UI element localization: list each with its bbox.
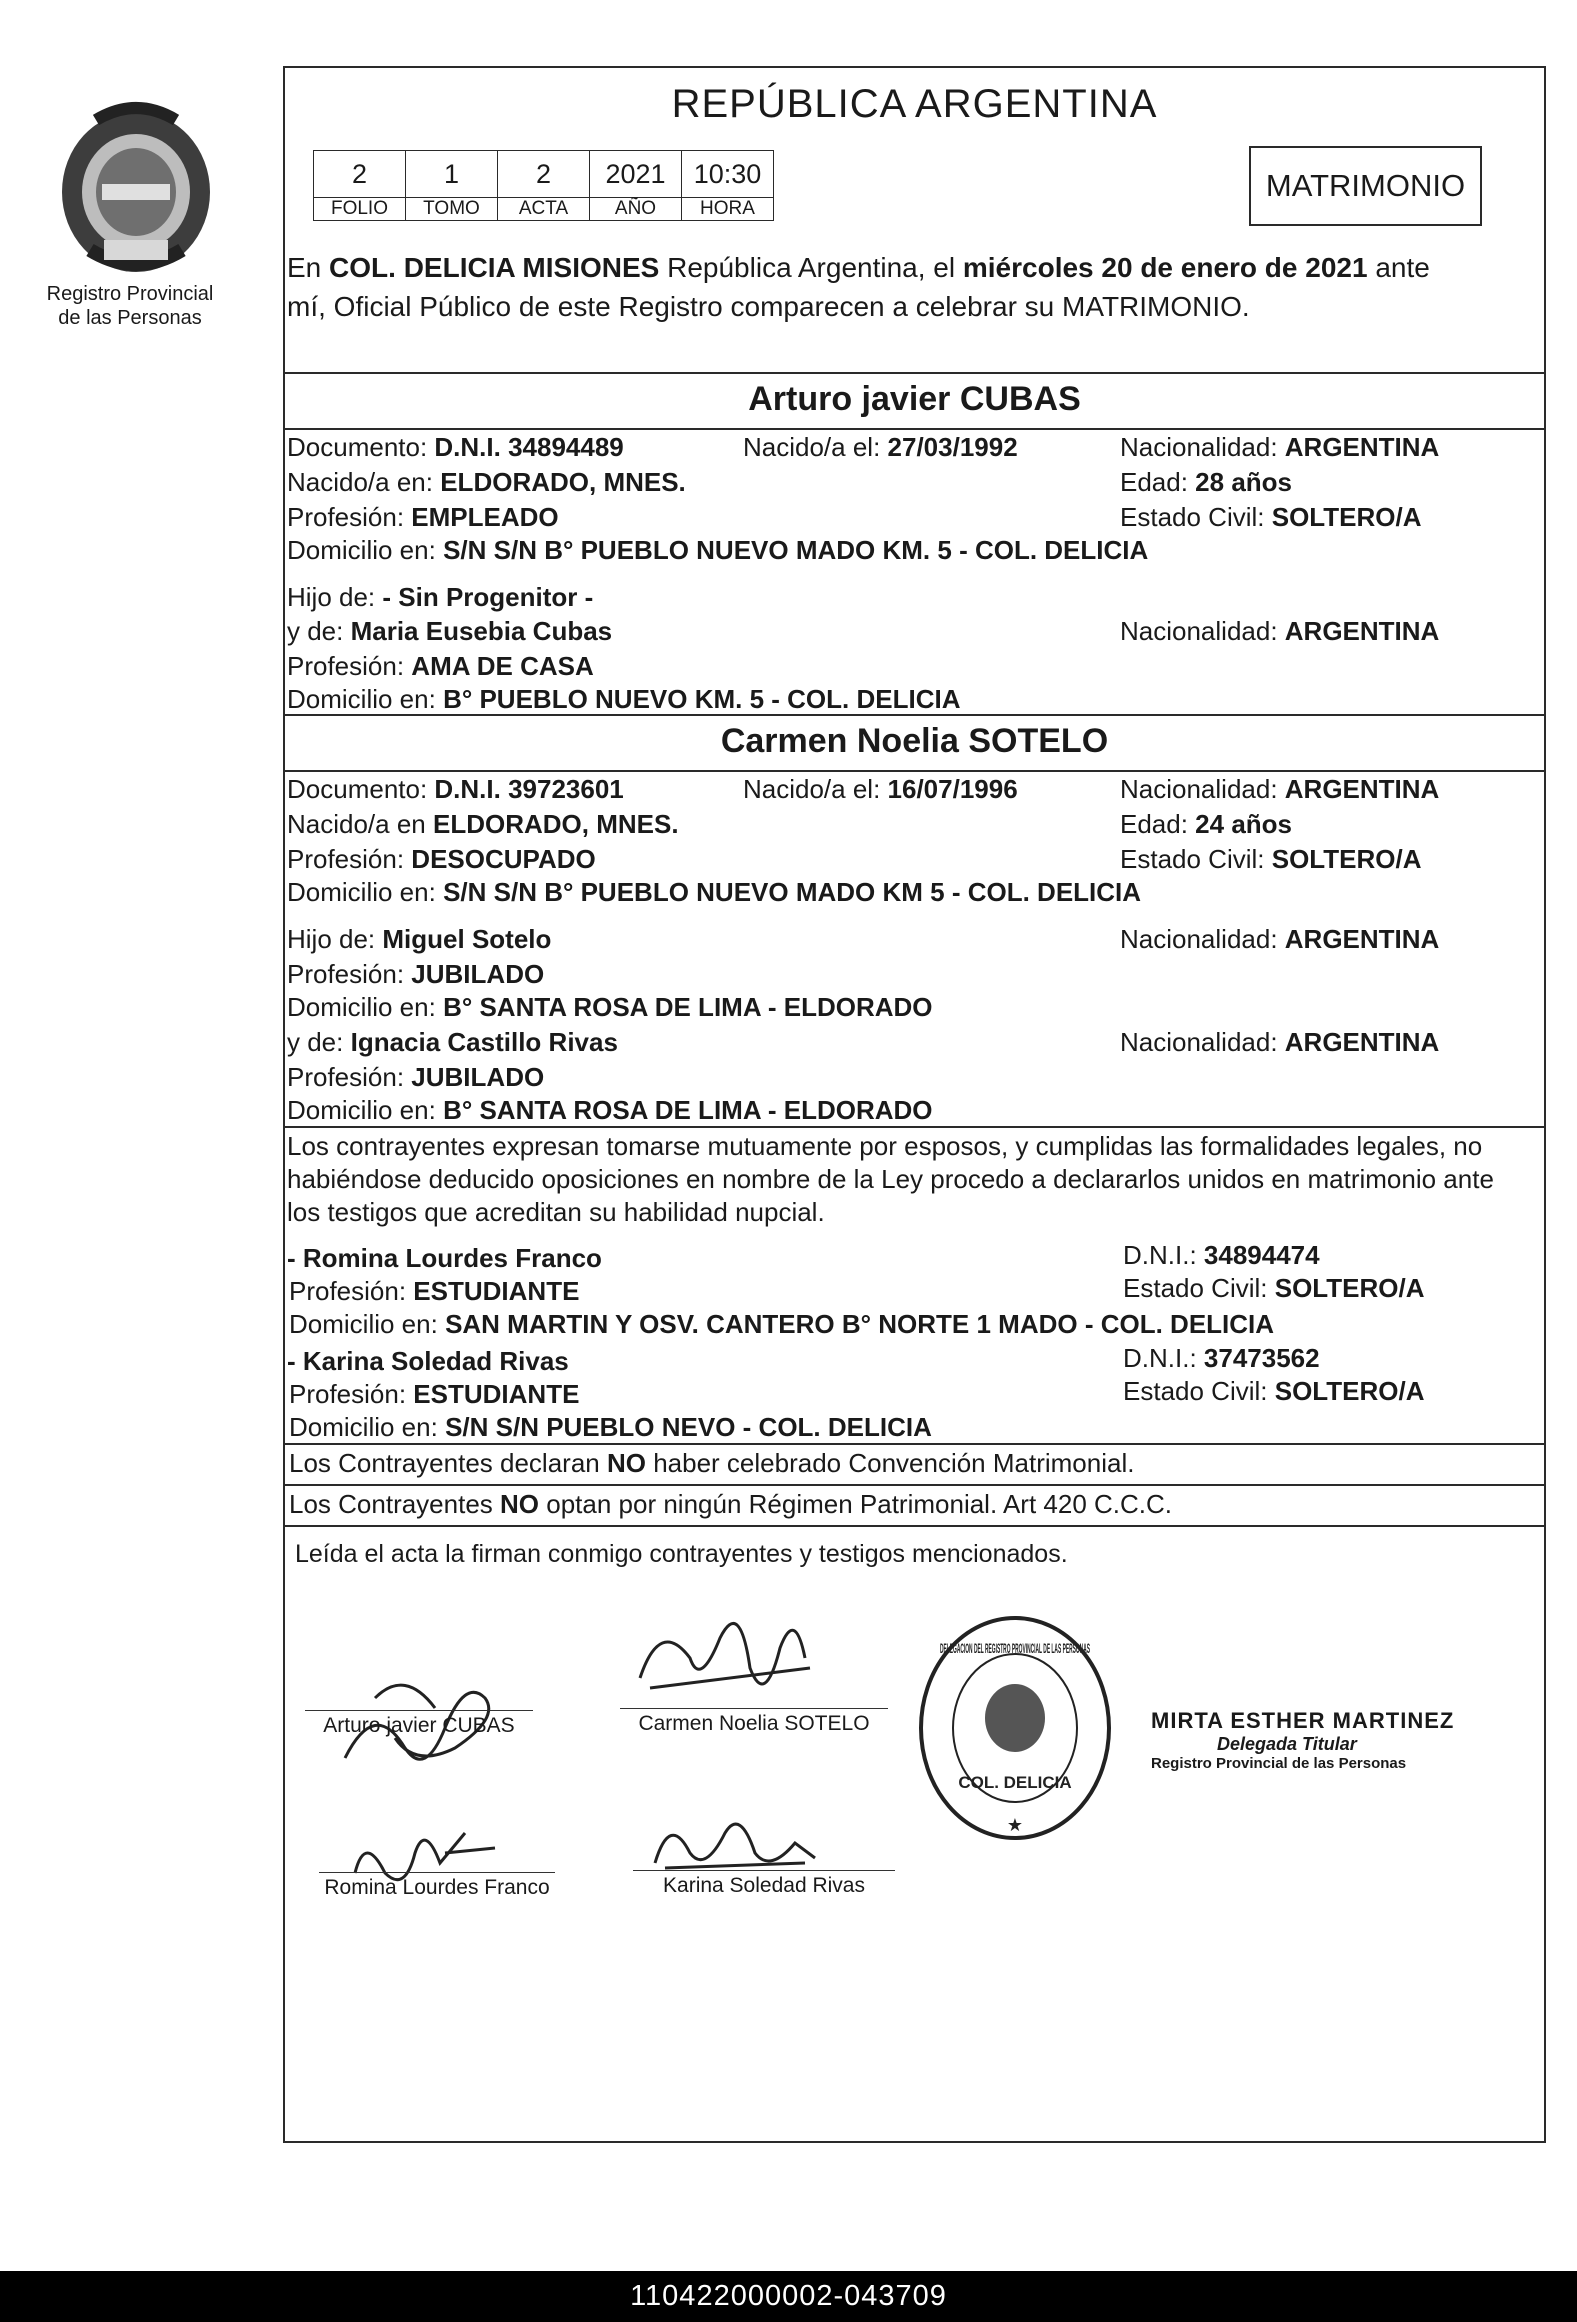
acta-value: 2 [498, 151, 590, 198]
witness2-name: - Karina Soledad Rivas [287, 1346, 569, 1376]
divider [285, 372, 1544, 374]
acta-label: ACTA [498, 198, 590, 221]
signature-label-spouse1: Arturo javier CUBAS [323, 1714, 515, 1737]
signature-label-witness2: Karina Soledad Rivas [663, 1874, 865, 1897]
witness1-name: - Romina Lourdes Franco [287, 1243, 602, 1273]
registry-codes-table [313, 150, 774, 221]
signature-line [305, 1710, 533, 1711]
spouse1-civil-status: Estado Civil: SOLTERO/A [1120, 502, 1422, 532]
spouse1-name: Arturo javier CUBAS [748, 380, 1081, 418]
hora-value: 10:30 [682, 151, 774, 198]
witness2-civil-status: Estado Civil: SOLTERO/A [1123, 1376, 1425, 1406]
ceremony-date: miércoles 20 de enero de 2021 [962, 252, 1368, 283]
spouse2-birth-date: Nacido/a el: 16/07/1996 [743, 774, 1018, 804]
intro-paragraph: En COL. DELICIA MISIONES República Argentina, el miércoles 20 de enero de 2021 ante mí, Oficial Público de este Registro comparecen a celebrar su MATRIMONIO. [287, 252, 1430, 322]
signature-scribble-4 [645, 1803, 825, 1883]
signature-scribble-1 [335, 1638, 515, 1788]
signature-line [633, 1870, 895, 1871]
signature-scribble-2 [630, 1598, 820, 1718]
spouse1-birth-place: Nacido/a en: ELDORADO, MNES. [287, 467, 686, 497]
spouse2-name: Carmen Noelia SOTELO [720, 722, 1109, 760]
folio-value: 2 [314, 151, 406, 198]
hora-label: HORA [682, 198, 774, 221]
spouse2-address: Domicilio en: S/N S/N B° PUEBLO NUEVO MADO KM 5 - COL. DELICIA [287, 877, 1142, 907]
official-stamp [1151, 1708, 1543, 1772]
spouse2-age: Edad: 24 años [1120, 809, 1292, 839]
spouse1-nationality: Nacionalidad: ARGENTINA [1120, 432, 1440, 462]
spouse1-mother-profession: Profesión: AMA DE CASA [287, 651, 594, 681]
registry-round-seal [915, 1613, 1115, 1843]
tomo-value: 1 [406, 151, 498, 198]
signature-label-spouse2: Carmen Noelia SOTELO [638, 1712, 870, 1735]
witness2-dni: D.N.I.: 37473562 [1123, 1343, 1320, 1373]
witness2-profession: Profesión: ESTUDIANTE [289, 1379, 580, 1409]
tomo-label: TOMO [406, 198, 498, 221]
patrimonial-regime-statement: Los Contrayentes NO optan por ningún Régimen Patrimonial. Art 420 C.C.C. [289, 1489, 1173, 1519]
spouse2-father-profession: Profesión: JUBILADO [287, 959, 545, 989]
spouse2-civil-status: Estado Civil: SOLTERO/A [1120, 844, 1422, 874]
certificate-frame [283, 66, 1546, 2143]
document-barcode-footer: 110422000002-043709 [0, 2271, 1577, 2322]
province-coat-of-arms-logo [56, 100, 216, 278]
spouse1-mother: y de: Maria Eusebia Cubas [287, 616, 613, 646]
spouse2-father: Hijo de: Miguel Sotelo [287, 924, 552, 954]
divider [285, 1484, 1544, 1486]
signature-line [620, 1708, 888, 1709]
divider [285, 428, 1544, 430]
divider [285, 1443, 1544, 1445]
divider [285, 1525, 1544, 1527]
divider [285, 1126, 1544, 1128]
witness1-address: Domicilio en: SAN MARTIN Y OSV. CANTERO B° NORTE 1 MADO - COL. DELICIA [289, 1309, 1275, 1339]
folio-label: FOLIO [314, 198, 406, 221]
closing-statement: Leída el acta la firman conmigo contrayentes y testigos mencionados. [295, 1540, 1068, 1568]
document-title: REPÚBLICA ARGENTINA [671, 82, 1158, 126]
spouse2-birth-place: Nacido/a en ELDORADO, MNES. [287, 809, 679, 839]
declaration-paragraph: Los contrayentes expresan tomarse mutuamente por esposos, y cumplidas las formalidades legales, no habiéndose deducido oposiciones en nombre de la Ley procedo a declararlos unidos en matrimonio ante los testigos que acreditan su habilidad nupcial. [287, 1131, 1494, 1227]
seal-center-text: COL. DELICIA [958, 1773, 1072, 1792]
spouse1-birth-date: Nacido/a el: 27/03/1992 [743, 432, 1018, 462]
divider [285, 714, 1544, 716]
spouse1-profession: Profesión: EMPLEADO [287, 502, 559, 532]
spouse1-mother-nationality: Nacionalidad: ARGENTINA [1120, 616, 1440, 646]
spouse2-nationality: Nacionalidad: ARGENTINA [1120, 774, 1440, 804]
ceremony-place: COL. DELICIA MISIONES [329, 252, 660, 283]
spouse2-father-nationality: Nacionalidad: ARGENTINA [1120, 924, 1440, 954]
spouse2-mother-address: Domicilio en: B° SANTA ROSA DE LIMA - ELDORADO [287, 1095, 933, 1125]
witness1-civil-status: Estado Civil: SOLTERO/A [1123, 1273, 1425, 1303]
spouse2-mother-nationality: Nacionalidad: ARGENTINA [1120, 1027, 1440, 1057]
spouse2-document: Documento: D.N.I. 39723601 [287, 774, 624, 804]
witness1-dni: D.N.I.: 34894474 [1123, 1240, 1320, 1270]
seal-ring-text: DELEGACION DEL REGISTRO PROVINCIAL DE LAS PERSONAS [940, 1640, 1090, 1656]
official-name: MIRTA ESTHER MARTINEZ [1151, 1708, 1455, 1733]
anio-value: 2021 [590, 151, 682, 198]
signature-line [319, 1872, 555, 1873]
spouse2-mother: y de: Ignacia Castillo Rivas [287, 1027, 618, 1057]
act-type-box: MATRIMONIO [1249, 146, 1482, 226]
anio-label: AÑO [590, 198, 682, 221]
spouse1-mother-address: Domicilio en: B° PUEBLO NUEVO KM. 5 - COL. DELICIA [287, 684, 961, 714]
spouse1-father: Hijo de: - Sin Progenitor - [287, 582, 594, 612]
divider [285, 770, 1544, 772]
spouse1-address: Domicilio en: S/N S/N B° PUEBLO NUEVO MADO KM. 5 - COL. DELICIA [287, 535, 1149, 565]
spouse2-father-address: Domicilio en: B° SANTA ROSA DE LIMA - ELDORADO [287, 992, 933, 1022]
official-role: Delegada Titular [1217, 1734, 1357, 1754]
spouse1-age: Edad: 28 años [1120, 467, 1292, 497]
logo-caption: Registro Provincial de las Personas [46, 283, 214, 329]
official-office: Registro Provincial de las Personas [1151, 1755, 1407, 1772]
star-icon: ★ [1006, 1815, 1024, 1835]
signature-label-witness1: Romina Lourdes Franco [324, 1876, 550, 1899]
spouse1-document: Documento: D.N.I. 34894489 [287, 432, 624, 462]
convention-statement: Los Contrayentes declaran NO haber celebrado Convención Matrimonial. [289, 1448, 1135, 1478]
spouse2-profession: Profesión: DESOCUPADO [287, 844, 596, 874]
witness2-address: Domicilio en: S/N S/N PUEBLO NEVO - COL. DELICIA [289, 1412, 932, 1442]
spouse2-mother-profession: Profesión: JUBILADO [287, 1062, 545, 1092]
witness1-profession: Profesión: ESTUDIANTE [289, 1276, 580, 1306]
